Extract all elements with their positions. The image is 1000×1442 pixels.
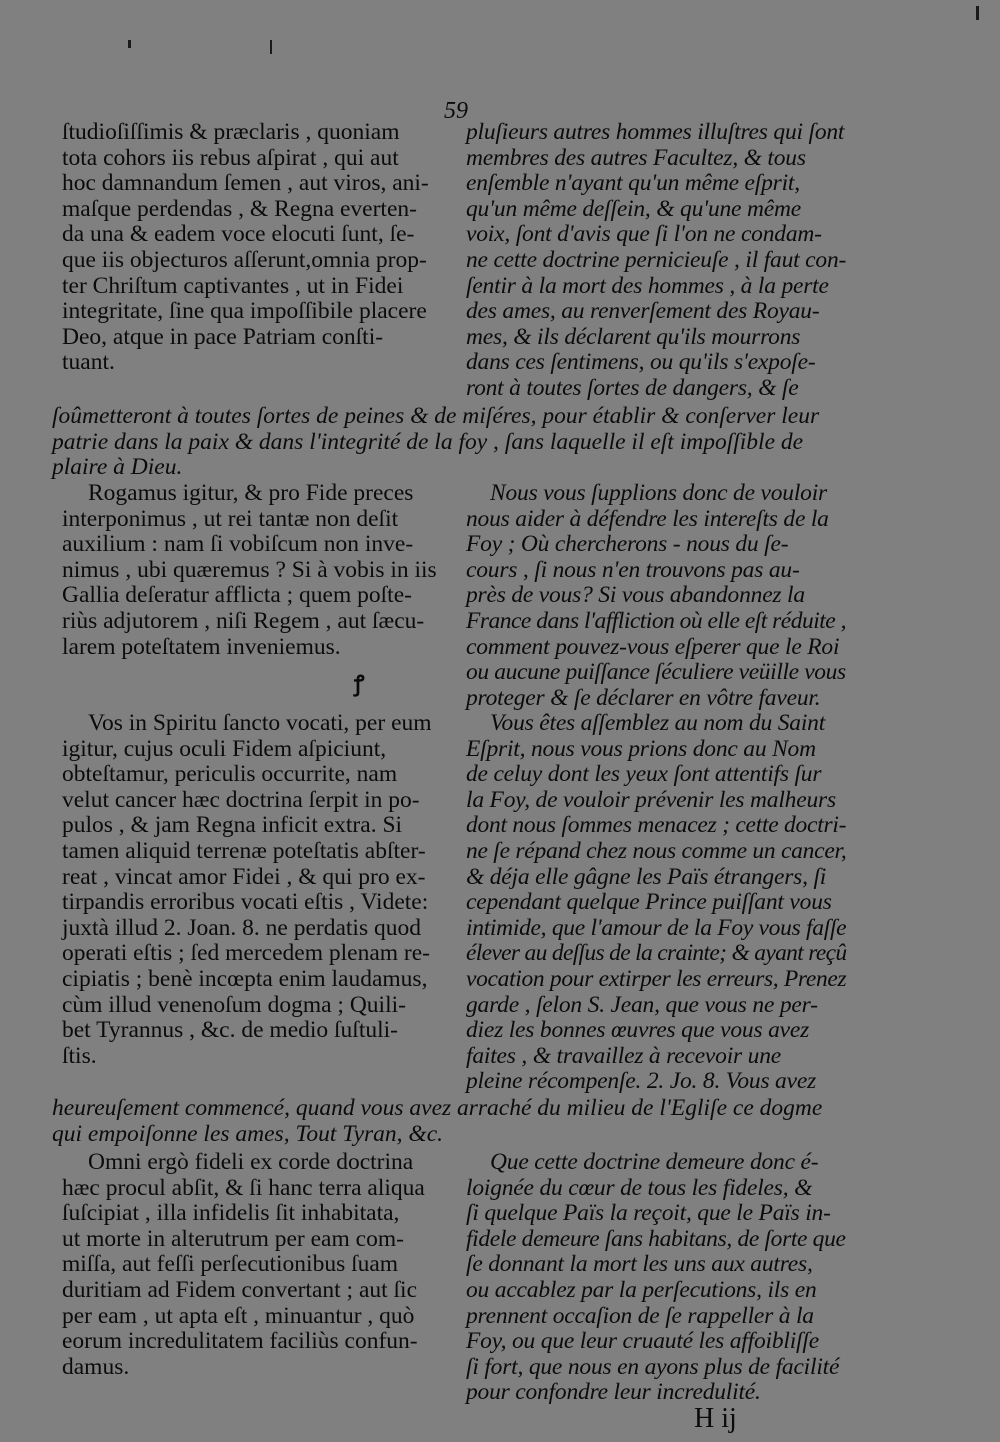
- signature-mark: H ij: [694, 1403, 737, 1434]
- text-line: pulos , & jam Regna inficit extra. Si: [62, 812, 403, 839]
- text-line: tamen aliquid terrenæ poteſtatis abſter-: [62, 837, 426, 864]
- text-line: ront à toutes ſortes de dangers, & ſe: [466, 374, 799, 401]
- scan-mark: [128, 40, 131, 48]
- text-line: qu'un même deſſein, & qu'une même: [466, 195, 801, 222]
- text-line: mes, & ils déclarent qu'ils mourrons: [466, 323, 801, 350]
- text-line: Rogamus igitur, & pro Fide preces: [88, 480, 414, 506]
- text-line: élever au deſſus de la crainte; & ayant reçû: [466, 940, 847, 967]
- text-line: juxtà illud 2. Joan. 8. ne perdatis quod: [62, 914, 421, 941]
- text-line: près de vous? Si vous abandonnez la: [466, 582, 805, 609]
- french-column-block-1: [466, 120, 846, 402]
- text-line: & déja elle gâgne les Païs étrangers, ſi: [466, 863, 827, 890]
- text-line: Eſprit, nous vous prions donc au Nom: [466, 735, 816, 762]
- text-line: interponimus , ut rei tantæ non deſit: [62, 505, 399, 532]
- text-line: que iis objecturos aſſerunt,omnia prop-: [62, 246, 427, 273]
- text-line: pour confondre leur incredulité.: [466, 1379, 761, 1406]
- text-line: loignée du cœur de tous les fideles, &: [466, 1174, 813, 1201]
- latin-column-block-1: [62, 120, 447, 376]
- text-line: plaire à Dieu.: [52, 454, 183, 481]
- text-line: cependant quelque Prince puiſſant vous: [466, 889, 832, 916]
- text-line: prennent occaſion de ſe rappeller à la: [466, 1302, 814, 1329]
- text-line: pleine récompenſe. 2. Jo. 8. Vous avez: [466, 1068, 817, 1095]
- text-line: voix, ſont d'avis que ſi l'on ne condam-: [466, 221, 822, 248]
- text-line: bet Tyrannus , &c. de medio ſuſtuli-: [62, 1017, 398, 1044]
- text-line: cours , ſi nous n'en trouvons pas au-: [466, 556, 800, 583]
- french-column-block-2: [466, 481, 846, 711]
- text-line: fidele demeure ſans habitans, de ſorte que: [466, 1225, 846, 1252]
- text-line: pluſieurs autres hommes illuſtres qui ſont: [466, 119, 845, 145]
- text-line: nimus , ubi quæremus ? Si à vobis in iis: [62, 556, 437, 583]
- latin-column-block-4: [62, 1150, 447, 1380]
- text-line: ter Chriſtum captivantes , ut in Fidei: [62, 272, 404, 299]
- text-line: Omni ergò fideli ex corde doctrina: [88, 1149, 414, 1175]
- text-line: Vos in Spiritu ſancto vocati, per eum: [88, 710, 432, 736]
- text-line: Gallia deſeratur afflicta ; quem poſte-: [62, 582, 412, 609]
- text-line: obteſtamur, periculis occurrite, nam: [62, 761, 398, 788]
- text-line: ſtis.: [62, 1042, 97, 1069]
- text-line: garde , ſelon S. Jean, que vous ne per-: [466, 991, 818, 1018]
- text-line: cùm illud venenoſum dogma ; Quili-: [62, 991, 406, 1018]
- text-line: integritate, ſine qua impoſſibile placere: [62, 298, 427, 325]
- text-line: France dans l'affliction où elle eſt réduite ,: [466, 607, 846, 634]
- text-line: igitur, cujus oculi Fidem aſpiciunt,: [62, 735, 387, 762]
- text-line: hæc procul abſit, & ſi hanc terra aliqua: [62, 1174, 425, 1201]
- text-line: Que cette doctrine demeure donc é-: [490, 1149, 819, 1175]
- text-line: Foy, ou que leur cruauté les affoibliſſe: [466, 1328, 819, 1355]
- text-line: hoc damnandum ſemen , aut viros, ani-: [62, 170, 429, 197]
- text-line: da una & eadem voce elocuti ſunt, ſe-: [62, 221, 415, 248]
- text-line: ou accablez par la perſecutions, ils en: [466, 1276, 817, 1303]
- text-line: intimide, que l'amour de la Foy vous faſſe: [466, 914, 847, 941]
- text-line: des ames, au renverſement des Royau-: [466, 298, 820, 325]
- text-line: ſoûmetteront à toutes ſortes de peines & de miſéres, pour établir & conſerver leur: [52, 403, 820, 429]
- text-line: dans ces ſentimens, ou qu'ils s'expoſe-: [466, 349, 816, 376]
- text-line: proteger & ſe déclarer en vôtre faveur.: [466, 684, 821, 711]
- latin-column-block-3: [62, 711, 447, 1069]
- ornament-mark: ꝭ: [354, 671, 365, 696]
- text-line: Nous vous ſupplions donc de vouloir: [490, 480, 827, 506]
- text-line: cipiatis ; benè incœpta enim laudamus,: [62, 965, 428, 992]
- text-line: ſi quelque Païs la reçoit, que le Païs in-: [466, 1200, 831, 1227]
- text-line: damus.: [62, 1353, 130, 1380]
- text-line: ſentir à la mort des hommes , à la perte: [466, 272, 829, 299]
- french-column-block-4: [466, 1150, 846, 1406]
- text-line: ſe donnant la mort les uns aux autres,: [466, 1251, 813, 1278]
- text-line: auxilium : nam ſi vobiſcum non inve-: [62, 531, 414, 558]
- text-line: ne ſe répand chez nous comme un cancer,: [466, 837, 847, 864]
- scan-mark: [976, 6, 979, 20]
- text-line: ut morte in alterutrum per eam com-: [62, 1225, 404, 1252]
- text-line: de celuy dont les yeux ſont attentifs ſur: [466, 761, 822, 788]
- text-line: heureuſement commencé, quand vous avez arraché du milieu de l'Egliſe ce dogme: [52, 1095, 823, 1121]
- text-line: Vous êtes aſſemblez au nom du Saint: [490, 710, 826, 736]
- text-line: nous aider à défendre les intereſts de la: [466, 505, 829, 532]
- text-line: reat , vincat amor Fidei , & qui pro ex-: [62, 863, 426, 890]
- scan-mark: [270, 40, 272, 54]
- latin-column-block-2: [62, 481, 447, 660]
- text-line: dont nous ſommes menacez ; cette doctri-: [466, 812, 847, 839]
- text-line: ſuſcipiat , illa infidelis ſit inhabitata,: [62, 1200, 400, 1227]
- text-line: eorum incredulitatem faciliùs confun-: [62, 1328, 418, 1355]
- text-line: Deo, atque in pace Patriam conſti-: [62, 323, 384, 350]
- text-line: ſi fort, que nous en ayons plus de facilité: [466, 1353, 840, 1380]
- text-line: qui empoiſonne les ames, Tout Tyran, &c.: [52, 1120, 443, 1147]
- text-line: membres des autres Facultez, & tous: [466, 144, 806, 171]
- text-line: tirpandis erroribus vocati eſtis , Videte:: [62, 889, 429, 916]
- text-line: ſtudioſiſſimis & præclaris , quoniam: [62, 119, 400, 145]
- text-line: larem poteſtatem inveniemus.: [62, 633, 341, 660]
- french-column-block-3: [466, 711, 846, 1095]
- text-line: enſemble n'ayant qu'un même eſprit,: [466, 170, 800, 197]
- text-line: operati eſtis ; ſed mercedem plenam re-: [62, 940, 431, 967]
- text-line: per eam , ut apta eſt , minuantur , quò: [62, 1302, 415, 1329]
- text-line: velut cancer hæc doctrina ſerpit in po-: [62, 786, 420, 813]
- text-line: maſque perdendas , & Regna everten-: [62, 195, 417, 222]
- text-line: ou aucune puiſſance ſéculiere veüille vous: [466, 659, 846, 686]
- text-line: comment pouvez-vous eſperer que le Roi: [466, 633, 840, 660]
- text-line: patrie dans la paix & dans l'integrité de la foy , ſans laquelle il eſt impoſſible de: [52, 428, 804, 455]
- page-number: 59: [444, 98, 468, 124]
- french-full-width-block-3: [52, 1096, 847, 1147]
- text-line: faites , & travaillez à recevoir une: [466, 1042, 781, 1069]
- text-line: diez les bonnes œuvres que vous avez: [466, 1017, 810, 1044]
- text-line: la Foy, de vouloir prévenir les malheurs: [466, 786, 836, 813]
- text-line: tuant.: [62, 349, 115, 376]
- text-line: vocation pour extirper les erreurs, Prenez: [466, 965, 847, 992]
- text-line: ne cette doctrine pernicieuſe , il faut con-: [466, 246, 847, 273]
- text-line: tota cohors iis rebus aſpirat , qui aut: [62, 144, 399, 171]
- text-line: duritiam ad Fidem convertant ; aut ſic: [62, 1276, 418, 1303]
- text-line: riùs adjutorem , niſi Regem , aut ſæcu-: [62, 607, 425, 634]
- text-line: Foy ; Où chercherons - nous du ſe-: [466, 531, 789, 558]
- text-line: miſſa, aut feſſi perſecutionibus ſuam: [62, 1251, 399, 1278]
- french-full-width-block-1: [52, 404, 847, 481]
